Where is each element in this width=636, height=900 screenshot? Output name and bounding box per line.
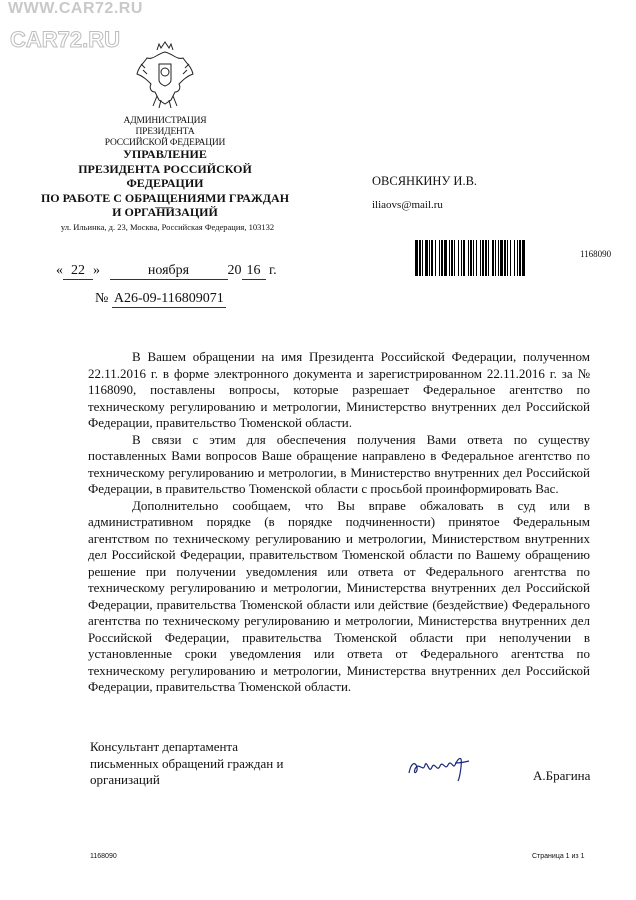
signer-line-1: Консультант департамента: [90, 739, 239, 754]
date-year: 16: [242, 263, 266, 280]
document-barcode: [415, 240, 526, 276]
footer-doc-number: 1168090: [90, 853, 117, 860]
admin-line-1: АДМИНИСТРАЦИЯ ПРЕЗИДЕНТА: [123, 116, 207, 137]
department-header: [40, 147, 290, 220]
barcode-bar: [525, 240, 526, 276]
watermark-brand: CAR72.RU: [10, 27, 121, 52]
recipient-email: iliaovs@mail.ru: [372, 199, 443, 211]
date-day: 22: [63, 263, 93, 280]
dept-line-1: УПРАВЛЕНИЕ: [123, 147, 207, 161]
date-century: 20: [227, 263, 242, 278]
paragraph-3: Дополнительно сообщаем, что Вы вправе обжаловать в суд или в административном порядке (в порядке подчиненности) принятое Федеральным агентством по техническому регулированию и метрологии, Министерством внутренних дел Российской Федерации, правительством Тюменской области по Вашему обращению решение при получении уведомления или ответа от Федерального агентства по техническому регулированию и метрологии, Министерства внутренних дел Российской Федерации, правительства Тюменской области или действие (бездействие) Федерального агентства по техническому регулированию и метрологии, Министерства внутренних дел Российской Федерации, правительства Тюменской области при неполучении в установленные сроки уведомления или ответа от Федерального агентства по техническому регулированию и метрологии, Министерства внутренних дел Российской Федерации, правительства Тюменской области.: [88, 497, 590, 694]
watermark-url: WWW.CAR72.RU: [8, 0, 143, 17]
dept-line-2: ПРЕЗИДЕНТА РОССИЙСКОЙ ФЕДЕРАЦИИ: [78, 161, 252, 190]
regnum-value: А26-09-116809071: [113, 291, 224, 306]
sender-address: ул. Ильинка, д. 23, Москва, Российская Федерация, 103132: [60, 222, 275, 232]
handwritten-signature: [405, 753, 475, 783]
signer-name: А.Брагина: [533, 768, 591, 783]
signer-title: [90, 739, 320, 789]
letter-body: [88, 349, 590, 696]
document-date: [56, 263, 277, 280]
registration-number: [95, 291, 226, 308]
date-month: ноября: [110, 263, 228, 280]
dept-line-3: ПО РАБОТЕ С ОБРАЩЕНИЯМИ ГРАЖДАН: [40, 190, 290, 205]
admin-line-2: РОССИЙСКОЙ ФЕДЕРАЦИИ: [104, 138, 226, 148]
administration-header: [95, 116, 235, 149]
signer-line-3: организаций: [90, 772, 160, 787]
dept-line-4: И ОРГАНИЗАЦИЙ: [112, 205, 218, 219]
paragraph-2: В связи с этим для обеспечения получения Вами ответа по существу поставленных Вами вопросов Ваше обращение направлено в Федеральное агентство по техническому регулированию и метрологии, в Министерство внутренних дел Российской Федерации, в правительство Тюменской области с просьбой проинформировать Вас.: [88, 431, 590, 496]
paragraph-1: В Вашем обращении на имя Президента Российской Федерации, полученном 22.11.2016 г. в форме электронного документа и зарегистрированном 22.11.2016 г. за № 1168090, поставлены вопросы, которые разрешает Федеральное агентство по техническому регулированию и метрологии, Министерство внутренних дел Российской Федерации, правительство Тюменской области.: [88, 349, 590, 430]
date-suffix: г.: [269, 263, 277, 278]
signer-line-2: письменных обращений граждан и: [90, 755, 284, 771]
footer-page-count: Страница 1 из 1: [532, 853, 585, 860]
regnum-prefix: №: [95, 291, 109, 306]
barcode-number: 1168090: [580, 249, 612, 259]
date-open-quote: «: [56, 263, 63, 278]
coat-of-arms-emblem: [135, 40, 195, 110]
date-close-quote: »: [93, 263, 100, 278]
recipient-name: ОВСЯНКИНУ И.В.: [372, 174, 478, 188]
header-divider: [155, 207, 173, 208]
